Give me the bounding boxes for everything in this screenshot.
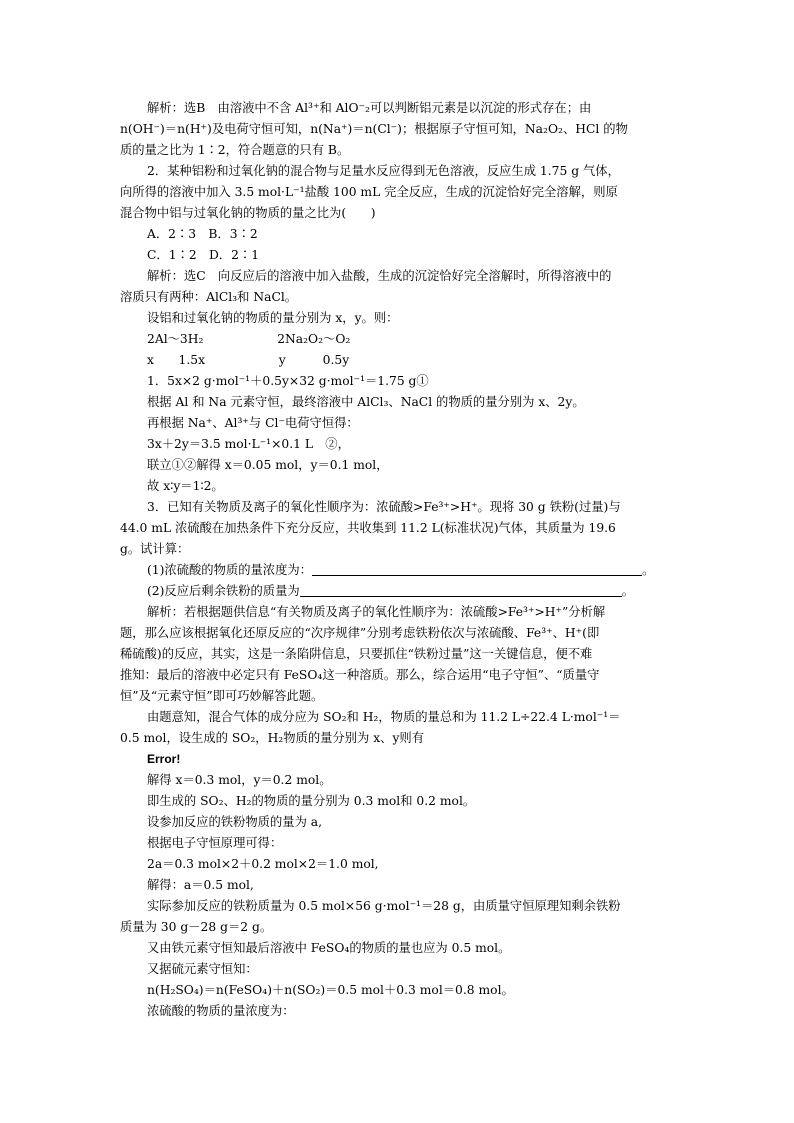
- text-line: 0.5 mol，设生成的 SO₂，H₂物质的量分别为 x、y则有: [120, 731, 425, 745]
- text-line: 再根据 Na⁺、Al³⁺与 Cl⁻电荷守恒得：: [147, 416, 359, 430]
- option-line: C．1∶2 D．2∶1: [147, 248, 260, 262]
- answer-end: 。: [641, 563, 655, 577]
- option-line: A．2∶3 B．3∶2: [147, 227, 258, 241]
- answer-blank[interactable]: [300, 584, 622, 597]
- text-line: g。试计算：: [120, 542, 190, 556]
- text-line: 根据电子守恒原理可得：: [147, 836, 283, 850]
- equation-line: 3x＋2y＝3.5 mol·L⁻¹×0.1 L ②，: [147, 437, 350, 451]
- text-line: 联立①②解得 x＝0.05 mol，y＝0.1 mol，: [147, 458, 389, 472]
- text-line: n(OH⁻)＝n(H⁺)及电荷守恒可知，n(Na⁺)＝n(Cl⁻)；根据原子守恒可知，Na₂O₂、HCl 的物: [120, 122, 628, 136]
- text-line: 根据 Al 和 Na 元素守恒，最终溶液中 AlCl₃、NaCl 的物质的量分别为 x、2y。: [147, 395, 585, 409]
- text-line: 又由铁元素守恒知最后溶液中 FeSO₄的物质的量也应为 0.5 mol。: [147, 941, 511, 955]
- error-text: Error!: [147, 752, 181, 766]
- text-line: 又据硫元素守恒知：: [147, 962, 258, 976]
- answer-line-1: [147, 562, 694, 578]
- answer-line-2: [147, 583, 694, 599]
- text-line: 向所得的溶液中加入 3.5 mol·L⁻¹盐酸 100 mL 完全反应，生成的沉淀恰好完全溶解，则原: [120, 185, 618, 199]
- text-line: 稀硫酸)的反应，其实，这是一条陷阱信息，只要抓住“铁粉过量”这一关键信息，便不难: [120, 647, 593, 661]
- text-line: 解析：选B 由溶液中不含 Al³⁺和 AlO⁻₂可以判断铝元素是以沉淀的形式存在；由: [147, 101, 592, 115]
- text-line: 由题意知，混合气体的成分应为 SO₂和 H₂，物质的量总和为 11.2 L÷22.4 L·mol⁻¹＝: [147, 710, 621, 724]
- text-line: 设参加反应的铁粉物质的量为 a,: [147, 815, 323, 829]
- text-line: 质量为 30 g－28 g＝2 g。: [120, 920, 273, 934]
- answer-end: 。: [621, 584, 634, 598]
- equation-line: 2Al～3H₂ 2Na₂O₂～O₂: [147, 332, 351, 346]
- equation-line: 1．5x×2 g·mol⁻¹＋0.5y×32 g·mol⁻¹＝1.75 g①: [147, 374, 429, 388]
- question-2-text: 2．某种铝粉和过氧化钠的混合物与足量水反应得到无色溶液，反应生成 1.75 g 气体，: [147, 164, 620, 178]
- equation-line: x 1.5x y 0.5y: [147, 353, 350, 367]
- question-3-text: 3．已知有关物质及离子的氧化性顺序为：浓硫酸>Fe³⁺>H⁺。现将 30 g 铁粉(过量)与: [147, 500, 621, 514]
- text-line: 解析：选C 向反应后的溶液中加入盐酸，生成的沉淀恰好完全溶解时，所得溶液中的: [147, 269, 612, 283]
- text-line: 实际参加反应的铁粉质量为 0.5 mol×56 g·mol⁻¹＝28 g，由质量守恒原理知剩余铁粉: [147, 899, 621, 913]
- text-line: 即生成的 SO₂、H₂的物质的量分别为 0.3 mol和 0.2 mol。: [147, 794, 476, 808]
- text-line: 混合物中铝与过氧化钠的物质的量之比为( ): [120, 206, 376, 220]
- answer-prompt: (1)浓硫酸的物质的量浓度为：: [147, 563, 312, 577]
- text-line: 解得 x＝0.3 mol，y＝0.2 mol。: [147, 773, 332, 787]
- text-line: 解析：若根据题供信息“有关物质及离子的氧化性顺序为：浓硫酸>Fe³⁺>H⁺”分析解: [147, 605, 606, 619]
- text-line: 质的量之比为 1∶2，符合题意的只有 B。: [120, 143, 350, 157]
- answer-prompt: (2)反应后剩余铁粉的质量为: [147, 584, 300, 598]
- text-line: 44.0 mL 浓硫酸在加热条件下充分反应，共收集到 11.2 L(标准状况)气体，其质量为 19.6: [120, 521, 616, 535]
- answer-blank[interactable]: [312, 563, 642, 576]
- text-line: 推知：最后的溶液中必定只有 FeSO₄这一种溶质。那么，综合运用“电子守恒”、“质量守: [120, 668, 600, 682]
- text-line: 溶质只有两种：AlCl₃和 NaCl。: [120, 290, 298, 304]
- text-line: 设铝和过氧化钠的物质的量分别为 x，y。则：: [147, 311, 399, 325]
- text-line: 题，那么应该根据氧化还原反应的“次序规律”分别考虑铁粉依次与浓硫酸、Fe³⁺、H⁺(即: [120, 626, 600, 640]
- text-line: 浓硫酸的物质的量浓度为：: [147, 1004, 295, 1018]
- equation-line: 2a＝0.3 mol×2＋0.2 mol×2＝1.0 mol,: [147, 857, 379, 871]
- text-line: 故 x∶y＝1∶2。: [147, 479, 224, 493]
- equation-line: 解得：a＝0.5 mol,: [147, 878, 254, 892]
- equation-line: n(H₂SO₄)＝n(FeSO₄)＋n(SO₂)＝0.5 mol＋0.3 mol＝0.8 mol。: [147, 983, 514, 997]
- text-line: 恒”及“元素守恒”即可巧妙解答此题。: [120, 689, 324, 703]
